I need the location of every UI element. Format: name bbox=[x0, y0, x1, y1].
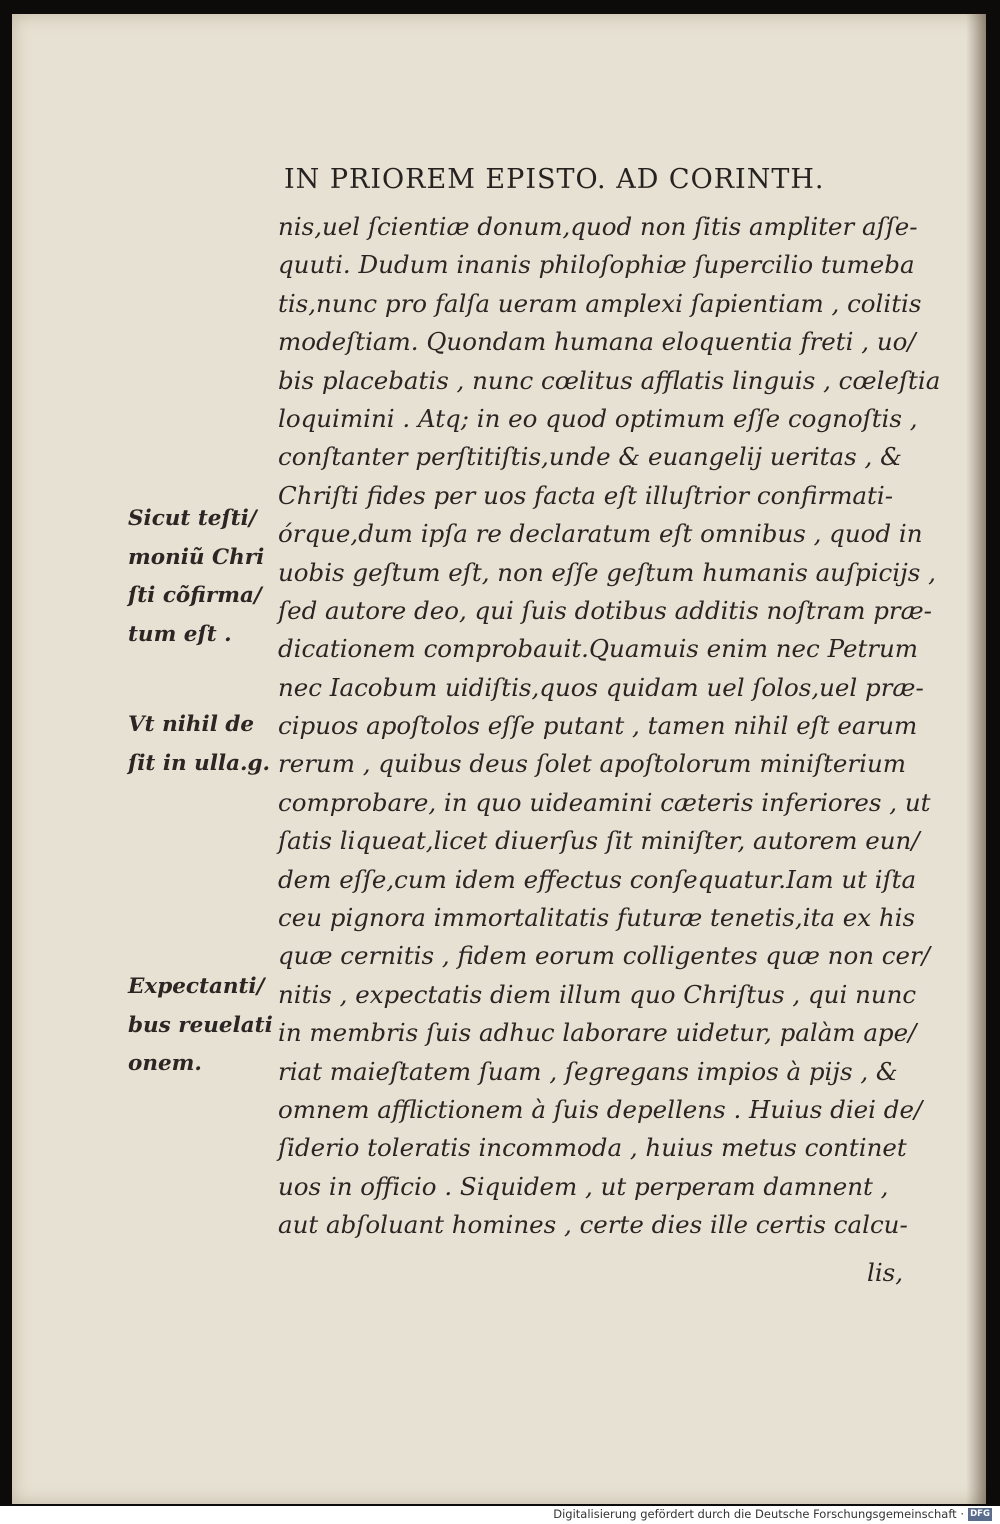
body-line: tis,nunc pro falſa ueram amplexi ſapientiam , colitis bbox=[278, 288, 922, 318]
body-line: nis,uel ſcientiæ donum,quod non ſitis ampliter aſſe- bbox=[278, 212, 918, 241]
body-line: aut abſoluant homines , certe dies ille certis calcu- bbox=[278, 1210, 908, 1240]
body-line: uobis geſtum eſt, non eſſe geſtum humanis auſpicijs , bbox=[278, 557, 936, 587]
margin-note-testimonium bbox=[128, 500, 288, 654]
body-text bbox=[278, 208, 941, 1245]
body-line: loquimini . Atq; in eo quod optimum eſſe cognoſtis , bbox=[278, 403, 918, 433]
body-line: dicationem comprobauit.Quamuis enim nec Petrum bbox=[278, 634, 919, 664]
body-line: ſiderio toleratis incommoda , huius metus continet bbox=[278, 1133, 907, 1163]
body-line: comprobare, in quo uideamini cæteris inferiores , ut bbox=[278, 787, 931, 817]
catchword: lis, bbox=[867, 1258, 904, 1287]
margin-note-line: moniũ Chri bbox=[128, 544, 265, 570]
body-line: bis placebatis , nunc cœlitus afflatis linguis , cœleſtia bbox=[278, 365, 941, 395]
margin-note-expectantibus bbox=[128, 968, 288, 1084]
dfg-logo-icon: DFG bbox=[968, 1508, 992, 1521]
body-line: ceu pignora immortalitatis futuræ tenetis,ita ex his bbox=[278, 903, 916, 933]
margin-note-line: onem. bbox=[128, 1051, 202, 1076]
body-line: ſed autore deo, qui ſuis dotibus additis noſtram præ- bbox=[278, 595, 932, 625]
body-line: dem eſſe,cum idem effectus conſequatur.Iam ut iſta bbox=[278, 864, 917, 894]
body-line: quuti. Dudum inanis philoſophiæ ſupercilio tumeba bbox=[278, 250, 915, 280]
body-line: conſtanter perſtitiſtis,unde & euangelij ueritas , & bbox=[278, 442, 902, 472]
body-line: in membris ſuis adhuc laborare uidetur, palàm ape/ bbox=[278, 1018, 917, 1048]
body-line: omnem afflictionem à ſuis depellens . Huius diei de/ bbox=[278, 1094, 923, 1124]
margin-note-nihil-desit bbox=[128, 706, 288, 783]
body-line: órque,dum ipſa re declaratum eſt omnibus , quod in bbox=[278, 519, 923, 549]
book-page bbox=[12, 14, 986, 1504]
body-line: cipuos apoſtolos eſſe putant , tamen nihil eſt earum bbox=[278, 711, 918, 741]
margin-note-line: tum eſt . bbox=[128, 621, 232, 647]
body-line: Chriſti fides per uos facta eſt illuſtrior confirmati- bbox=[278, 480, 894, 510]
running-head: IN PRIOREM EPISTO. AD CORINTH. bbox=[284, 164, 825, 195]
body-line: quæ cernitis , fidem eorum colligentes quæ non cer/ bbox=[278, 941, 930, 971]
margin-note-line: ſit in ulla.g. bbox=[128, 750, 271, 776]
body-line: ſatis liqueat,licet diuerſus ſit miniſter, autorem eun/ bbox=[278, 826, 920, 856]
margin-note-line: ſti cõfirma/ bbox=[128, 583, 262, 608]
body-line: riat maieſtatem ſuam , ſegregans impios à pijs , & bbox=[278, 1056, 898, 1086]
margin-note-line: Expectanti/ bbox=[128, 974, 265, 999]
margin-note-line: Sicut teſti/ bbox=[128, 506, 257, 531]
margin-note-line: Vt nihil de bbox=[128, 712, 255, 737]
margin-note-line: bus reuelati bbox=[128, 1012, 273, 1038]
digitization-footer bbox=[0, 1506, 1000, 1524]
body-line: rerum , quibus deus ſolet apoſtolorum miniſterium bbox=[278, 749, 906, 779]
footer-credit: Digitalisierung gefördert durch die Deutsche Forschungsgemeinschaft · bbox=[553, 1507, 964, 1521]
body-line: modeſtiam. Quondam humana eloquentia freti , uo/ bbox=[278, 327, 916, 357]
body-line: nitis , expectatis diem illum quo Chriſtus , qui nunc bbox=[278, 979, 917, 1009]
body-line: uos in officio . Siquidem , ut perperam damnent , bbox=[278, 1171, 889, 1201]
body-line: nec Iacobum uidiſtis,quos quidam uel ſolos,uel præ- bbox=[278, 672, 924, 702]
